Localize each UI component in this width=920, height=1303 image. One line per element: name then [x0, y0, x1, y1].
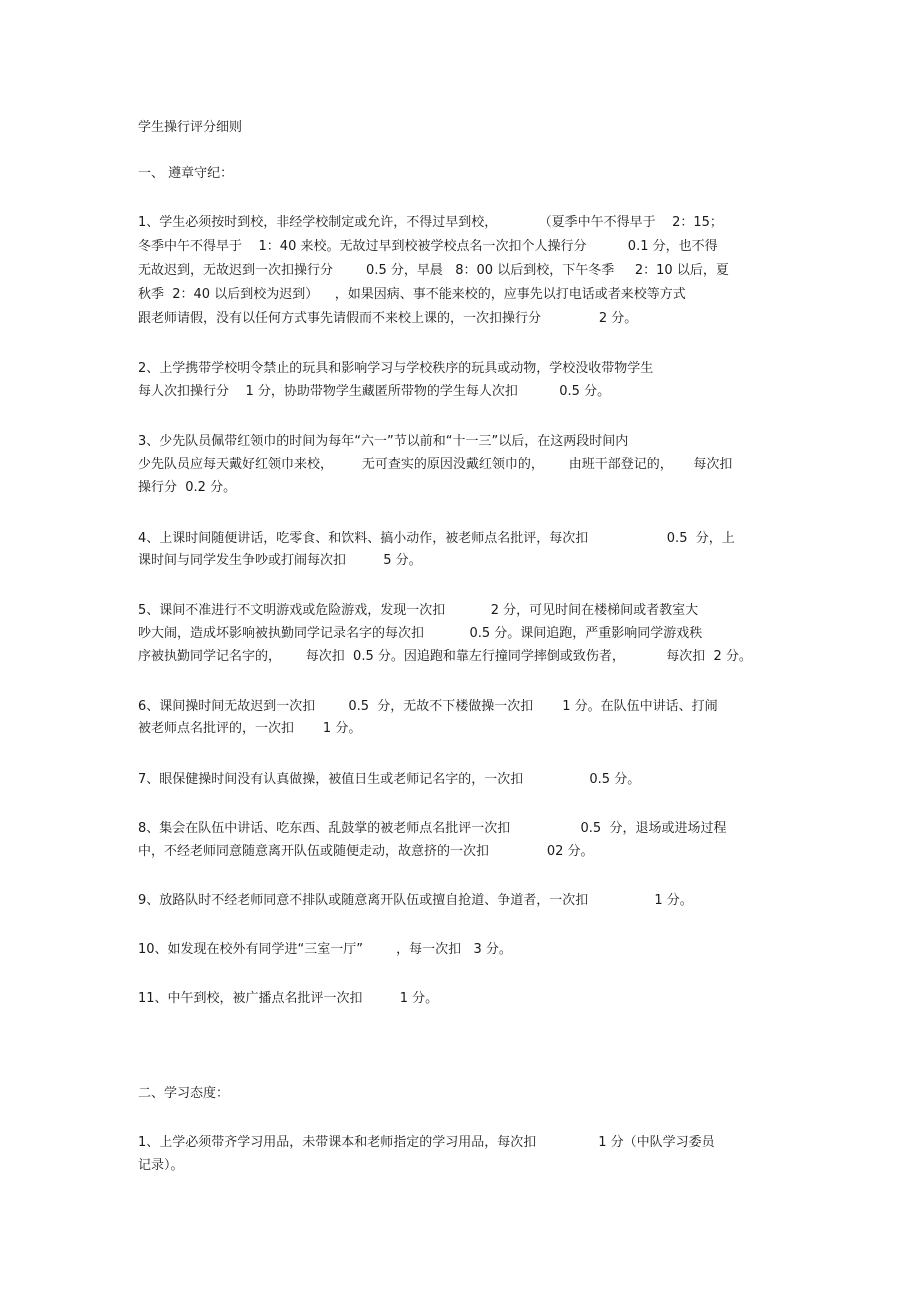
- rule-9-line-1: 9、放路队时不经老师同意不排队或随意离开队伍或擅自抢道、争道者，一次扣 1 分。: [138, 893, 693, 908]
- rule-8-line-1: 8、集会在队伍中讲话、吃东西、乱鼓掌的被老师点名批评一次扣 0.5 分，退场或进场过程: [138, 821, 727, 836]
- rule-1-line-3: 无故迟到，无故迟到一次扣操行分 0.5 分，早晨 8：00 以后到校，下午冬季 2：10 以后，夏: [138, 263, 729, 278]
- rule-5-line-2: 吵大闹，造成坏影响被执勤同学记录名字的每次扣 0.5 分。课间追跑，严重影响同学游戏秩: [138, 626, 703, 641]
- section-heading-2: 二、学习态度：: [138, 1086, 230, 1101]
- rule-10-line-1: 10、如发现在校外有同学进“三室一厅” ，每一次扣 3 分。: [138, 942, 512, 957]
- rule-7-line-1: 7、眼保健操时间没有认真做操，被值日生或老师记名字的，一次扣 0.5 分。: [138, 772, 641, 787]
- rule-1-line-4: 秋季 2：40 以后到校为迟到） ，如果因病、事不能来校的，应事先以打电话或者来校等方式: [138, 287, 686, 302]
- attitude-rule-1-line-1: 1、上学必须带齐学习用品，未带课本和老师指定的学习用品，每次扣 1 分（中队学习委员: [138, 1135, 715, 1150]
- rule-3-line-3: 操行分 0.2 分。: [138, 480, 237, 495]
- rule-1-line-1: 1、学生必须按时到校，非经学校制定或允许，不得过早到校， （夏季中午不得早于 2：15；: [138, 215, 723, 230]
- rule-4-line-1: 4、上课时间随便讲话，吃零食、和饮料、搞小动作，被老师点名批评，每次扣 0.5 分，上: [138, 531, 735, 546]
- section-heading-1: 一、 遵章守纪：: [138, 166, 234, 181]
- rule-5-line-3: 序被执勤同学记名字的， 每次扣 0.5 分。因追跑和靠左行撞同学摔倒或致伤者， 每次扣 2 分。: [138, 649, 752, 664]
- rule-2-line-2: 每人次扣操行分 1 分，协助带物学生藏匿所带物的学生每人次扣 0.5 分。: [138, 384, 611, 399]
- rule-1-line-2: 冬季中午不得早于 1：40 来校。无故过早到校被学校点名一次扣个人操行分 0.1 分，也不得: [138, 239, 718, 254]
- attitude-rule-1-line-2: 记录）。: [138, 1158, 184, 1173]
- document-title: 学生操行评分细则: [138, 120, 243, 135]
- rule-3-line-1: 3、少先队员佩带红领巾的时间为每年“六一”节以前和“十一三”以后，在这两段时间内: [138, 434, 629, 449]
- rule-6-line-1: 6、课间操时间无故迟到一次扣 0.5 分，无故不下楼做操一次扣 1 分。在队伍中讲话、打闹: [138, 699, 718, 714]
- rule-6-line-2: 被老师点名批评的，一次扣 1 分。: [138, 721, 362, 736]
- rule-5-line-1: 5、课间不准进行不文明游戏或危险游戏，发现一次扣 2 分，可见时间在楼梯间或者教室大: [138, 603, 699, 618]
- rule-3-line-2: 少先队员应每天戴好红领巾来校， 无可查实的原因没戴红领巾的， 由班干部登记的， 每次扣: [138, 457, 733, 472]
- rule-1-line-5: 跟老师请假，没有以任何方式事先请假而不来校上课的，一次扣操行分 2 分。: [138, 311, 638, 326]
- rule-11-line-1: 11、中午到校，被广播点名批评一次扣 1 分。: [138, 991, 439, 1006]
- rule-2-line-1: 2、上学携带学校明令禁止的玩具和影响学习与学校秩序的玩具或动物，学校没收带物学生: [138, 361, 654, 376]
- rule-4-line-2: 课时间与同学发生争吵或打闹每次扣 5 分。: [138, 553, 422, 568]
- rule-8-line-2: 中，不经老师同意随意离开队伍或随便走动，故意挤的一次扣 02 分。: [138, 844, 594, 859]
